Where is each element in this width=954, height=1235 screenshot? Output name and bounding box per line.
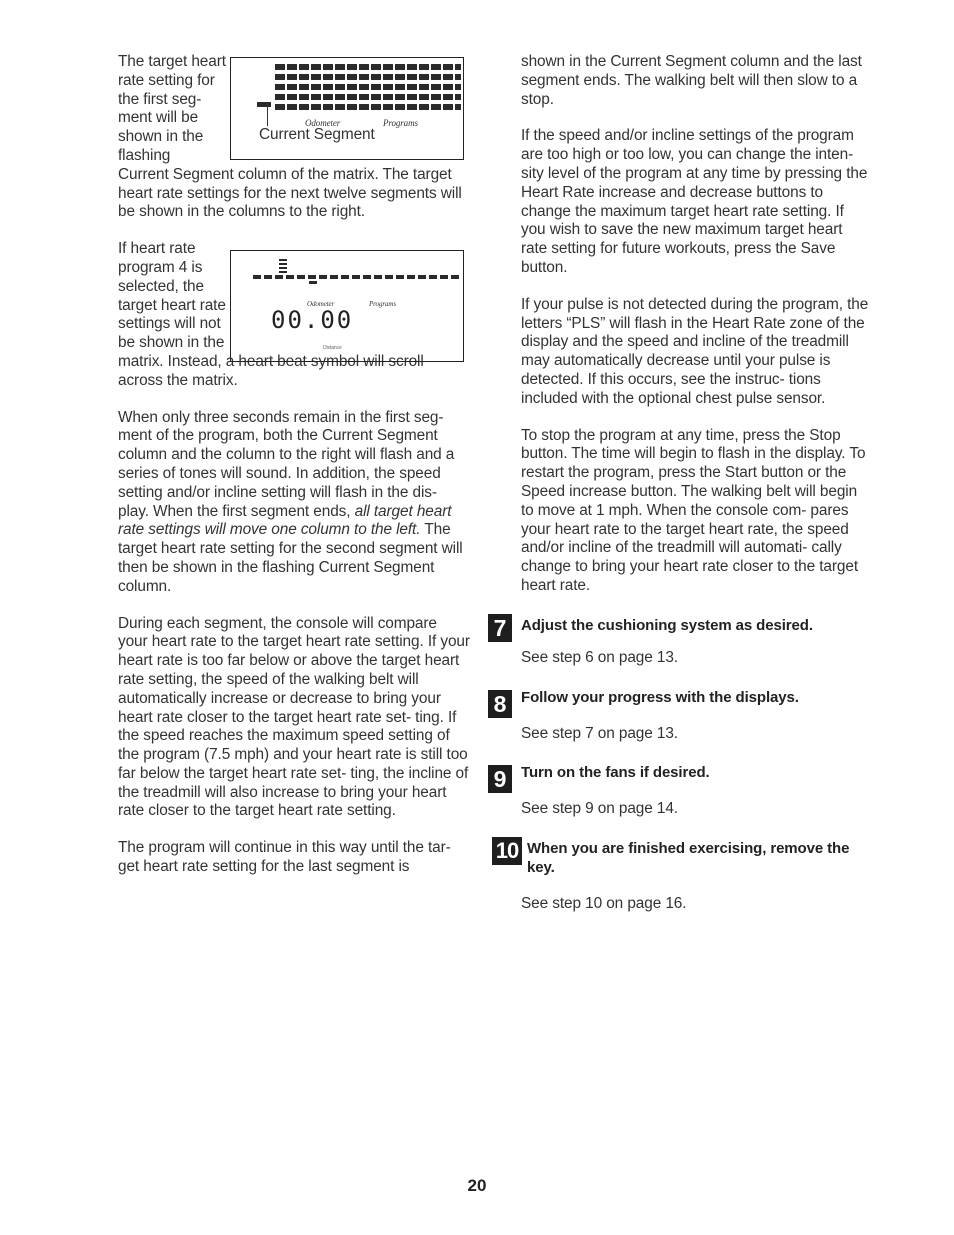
programs-label: Programs: [369, 300, 396, 309]
step-number-badge: 7: [488, 614, 512, 642]
odometer-label: Odometer: [305, 118, 341, 128]
italic-emphasis: all target heart rate settings will move one column to the left.: [118, 502, 452, 539]
paragraph-last-segment: shown in the Current Segment column and the last segment ends. The walking belt will then slow to a stop.: [521, 53, 862, 108]
distance-digits: 00.00: [271, 306, 354, 335]
step-number-badge: 9: [488, 765, 512, 793]
step-heading: Follow your progress with the displays.: [521, 688, 799, 706]
step-7: [493, 614, 869, 668]
figure1-continuation: Current Segment column of the matrix. The target heart rate settings for the next twelve segments will be shown in the columns to the right.: [118, 165, 462, 221]
distance-label: Distance: [323, 345, 342, 352]
paragraph-continue: The program will continue in this way until the tar- get heart rate setting for the last segment is: [118, 839, 451, 876]
paragraph-stop: To stop the program at any time, press the Stop button. The time will begin to flash in the display. To restart the program, press the Start button or the Speed increase button. The walking belt will begin to move at 1 mph. When the console com- pares your heart rate to the target heart rate, the speed and/or incline of the treadmill will automati- cally change to bring your heart rate closer to the target heart rate.: [521, 426, 866, 594]
right-column: [493, 53, 869, 914]
step-9: [493, 763, 869, 819]
led-dash-row: [253, 275, 461, 279]
heart-beat-figure: [230, 250, 464, 362]
current-segment-label: Current Segment: [259, 126, 375, 143]
figure2-block: [118, 240, 470, 353]
heart-beat-symbol-icon: [279, 259, 287, 273]
step-8: [493, 688, 869, 744]
current-segment-figure: [230, 57, 464, 160]
step-body: See step 10 on page 16.: [521, 895, 687, 913]
paragraph-each-segment: During each segment, the console will compare your heart rate to the target heart rate setting. If your heart rate is too far below or above the target heart rate setting, the speed of the walking belt will automatically increase or decrease to bring your heart rate closer to the target heart rate set- ting. If the speed reaches the maximum speed setting of the program (7.5 mph) and your heart rate is still too far below the target heart rate set- ting, the incline of the treadmill will also increase to bring your heart rate closer to the target heart rate setting.: [118, 614, 470, 820]
odometer-label: Odometer: [307, 300, 335, 309]
page-number: 20: [467, 1176, 487, 1195]
figure2-continuation: matrix. Instead, a heart beat symbol will scroll across the matrix.: [118, 352, 424, 389]
step-body: See step 9 on page 14.: [521, 800, 678, 818]
left-column: [118, 53, 470, 877]
step-body: See step 6 on page 13.: [521, 648, 678, 666]
paragraph-first-segment: When only three seconds remain in the first seg- ment of the program, both the Current Segment column and the column to the right will flash and a series of tones will sound. In addition, the speed setting and/or incline setting will flash in the dis- play. When the first segment ends, all target heart rate settings will move one column to the left. The target heart rate setting for the second segment will then be shown in the flashing Current Segment column.: [118, 408, 463, 595]
led-matrix: [275, 64, 461, 114]
figure2-wrap-text: If heart rate program 4 is selected, the target heart rate settings will not be shown in the: [118, 240, 226, 352]
paragraph-intensity: If the speed and/or incline settings of the program are too high or too low, you can change the inten- sity level of the program at any time by pressing the Heart Rate increase and decrease buttons to change the maximum target heart rate setting. If you wish to save the new maximum target heart rate setting for future workouts, press the Save button.: [521, 127, 868, 276]
step-number-badge: 8: [488, 690, 512, 718]
figure1-wrap-text: The target heart rate setting for the first seg- ment will be shown in the flashing: [118, 53, 226, 164]
step-heading: Adjust the cushioning system as desired.: [521, 616, 813, 634]
step-heading: Turn on the fans if desired.: [521, 764, 710, 782]
figure1-block: [118, 53, 470, 166]
step-heading: When you are finished exercising, remove the key.: [527, 840, 850, 877]
step-number-badge: 10: [492, 837, 522, 865]
paragraph-pulse: If your pulse is not detected during the program, the letters “PLS” will flash in the Heart Rate zone of the display and the speed and incline of the treadmill may automatically decrease until your pulse is detected. If this occurs, see the instruc- tions included with the optional chest pulse sensor.: [521, 295, 869, 407]
step-10: [495, 838, 869, 914]
current-segment-marker: [257, 102, 271, 107]
programs-label: Programs: [383, 118, 418, 128]
step-body: See step 7 on page 13.: [521, 724, 678, 742]
heart-beat-tail: [309, 281, 317, 284]
pointer-line: [267, 104, 268, 126]
